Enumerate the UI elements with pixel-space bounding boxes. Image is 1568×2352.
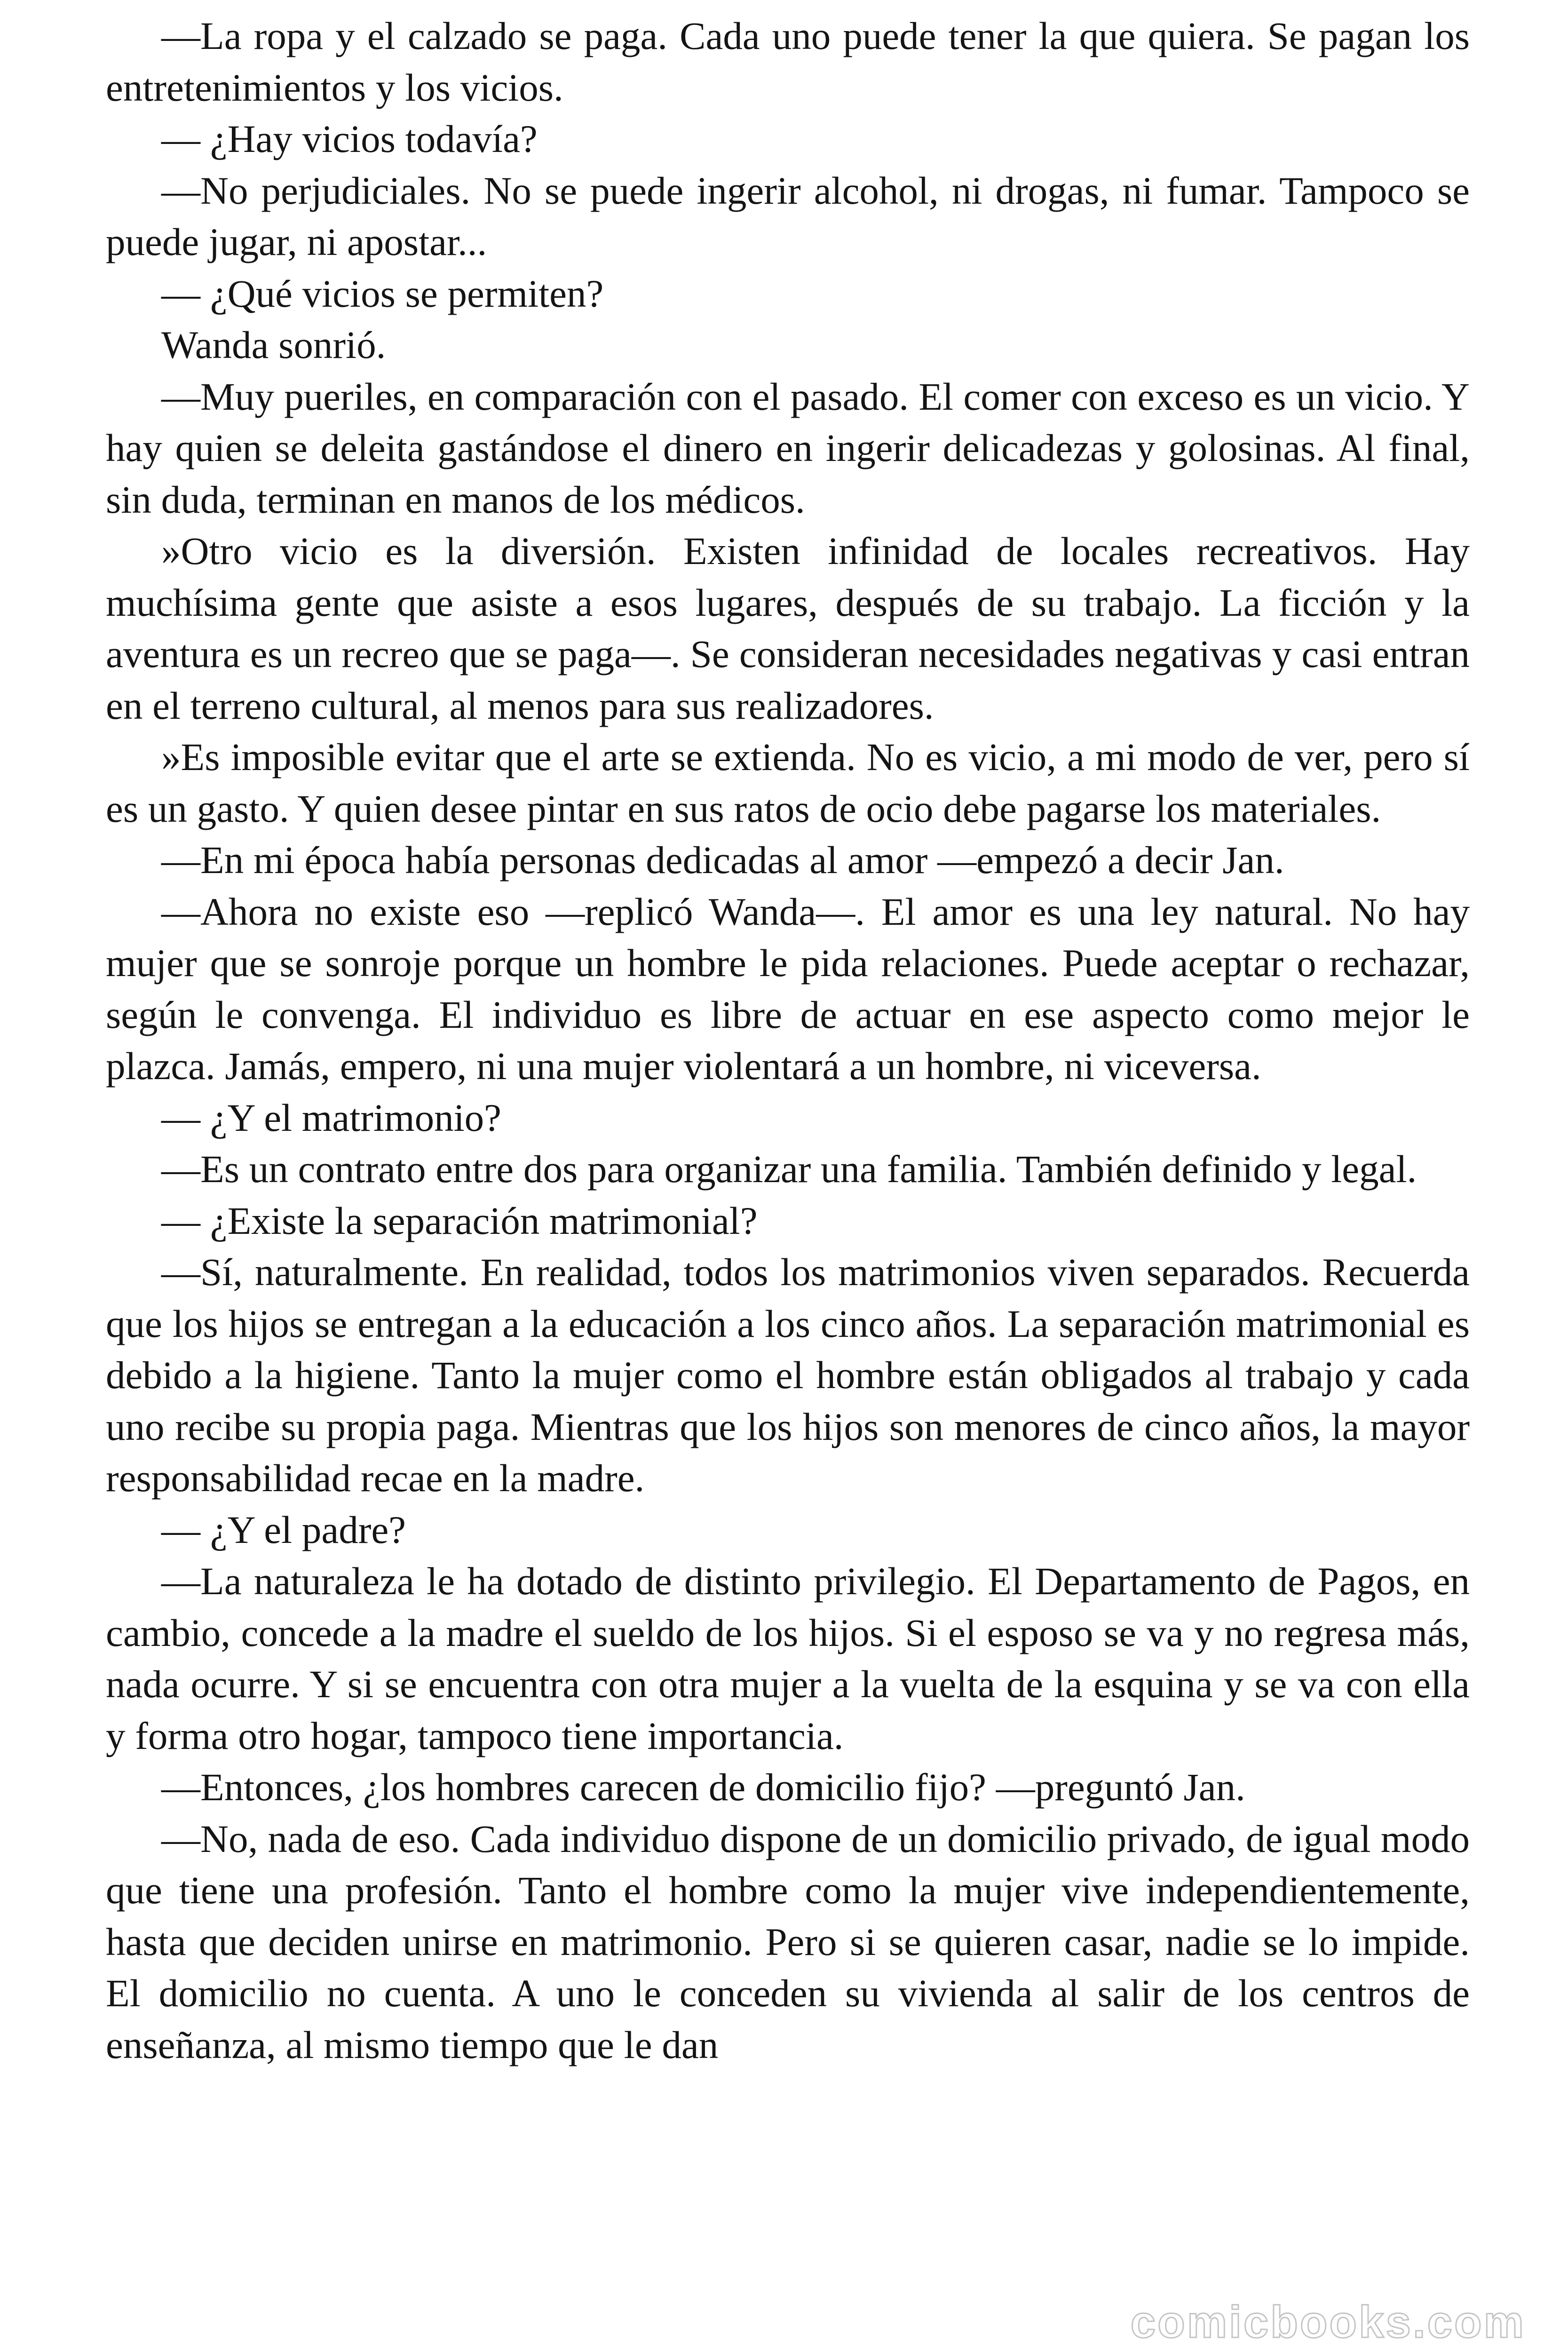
- paragraph-padre-pregunta: — ¿Y el padre?: [161, 1508, 406, 1551]
- paragraph-ropa-calzado: —La ropa y el calzado se paga. Cada uno puede tener la que quiera. Se pagan los entretenimientos y los vicios.: [106, 14, 1470, 109]
- paragraph-arte: »Es imposible evitar que el arte se extienda. No es vicio, a mi modo de ver, pero sí es un gasto. Y quien desee pintar en sus ratos de ocio debe pagarse los materiales.: [106, 735, 1470, 830]
- paragraph-que-vicios: — ¿Qué vicios se permiten?: [161, 271, 604, 315]
- paragraph-contrato: —Es un contrato entre dos para organizar una familia. También definido y legal.: [161, 1147, 1417, 1191]
- paragraph-otro-vicio: »Otro vicio es la diversión. Existen infinidad de locales recreativos. Hay muchísima gente que asiste a esos lugares, después de su trabajo. La ficción y la aventura es un recreo que se paga—. Se consideran necesidades negativas y casi entran en el terreno cultural, al menos para sus realizadores.: [106, 529, 1470, 727]
- paragraph-domicilio-pregunta: —Entonces, ¿los hombres carecen de domicilio fijo? —preguntó Jan.: [161, 1765, 1245, 1809]
- paragraph-wanda-sonrio: Wanda sonrió.: [161, 323, 386, 366]
- paragraph-domicilio-respuesta: —No, nada de eso. Cada individuo dispone de un domicilio privado, de igual modo que tiene una profesión. Tanto el hombre como la mujer vive independientemente, hasta que deciden unirse en matrimonio. Pero si se quieren casar, nadie se lo impide. El domicilio no cuenta. A uno le conceden su vivienda al salir de los centros de enseñanza, al mismo tiempo que le dan: [106, 1817, 1470, 2066]
- paragraph-mi-epoca: —En mi época había personas dedicadas al amor —empezó a decir Jan.: [161, 838, 1284, 882]
- paragraph-naturaleza: —La naturaleza le ha dotado de distinto privilegio. El Departamento de Pagos, en cambio, concede a la madre el sueldo de los hijos. Si el esposo se va y no regresa más, nada ocurre. Y si se encuentra con otra mujer a la vuelta de la esquina y se va con ella y forma otro hogar, tampoco tiene importancia.: [106, 1559, 1470, 1757]
- paragraph-separacion-pregunta: — ¿Existe la separación matrimonial?: [161, 1199, 758, 1242]
- paragraph-hay-vicios: — ¿Hay vicios todavía?: [161, 117, 538, 160]
- paragraph-muy-pueriles: —Muy pueriles, en comparación con el pasado. El comer con exceso es un vicio. Y hay quien se deleita gastándose el dinero en ingerir delicadezas y golosinas. Al final, sin duda, terminan en manos de los médicos.: [106, 374, 1470, 521]
- watermark-logo: comicbooks.com: [1130, 2297, 1526, 2347]
- text-column: [106, 10, 1470, 2071]
- paragraph-separacion-respuesta: —Sí, naturalmente. En realidad, todos los matrimonios viven separados. Recuerda que los hijos se entregan a la educación a los cinco años. La separación matrimonial es debido a la higiene. Tanto la mujer como el hombre están obligados al trabajo y cada uno recibe su propia paga. Mientras que los hijos son menores de cinco años, la mayor responsabilidad recae en la madre.: [106, 1250, 1470, 1500]
- paragraph-amor-ley-natural: —Ahora no existe eso —replicó Wanda—. El amor es una ley natural. No hay mujer que se sonroje porque un hombre le pida relaciones. Puede aceptar o rechazar, según le convenga. El individuo es libre de actuar en ese aspecto como mejor le plazca. Jamás, empero, ni una mujer violentará a un hombre, ni viceversa.: [106, 890, 1470, 1088]
- paragraph-matrimonio-pregunta: — ¿Y el matrimonio?: [161, 1096, 501, 1139]
- paragraph-no-perjudiciales: —No perjudiciales. No se puede ingerir alcohol, ni drogas, ni fumar. Tampoco se puede jugar, ni apostar...: [106, 168, 1470, 263]
